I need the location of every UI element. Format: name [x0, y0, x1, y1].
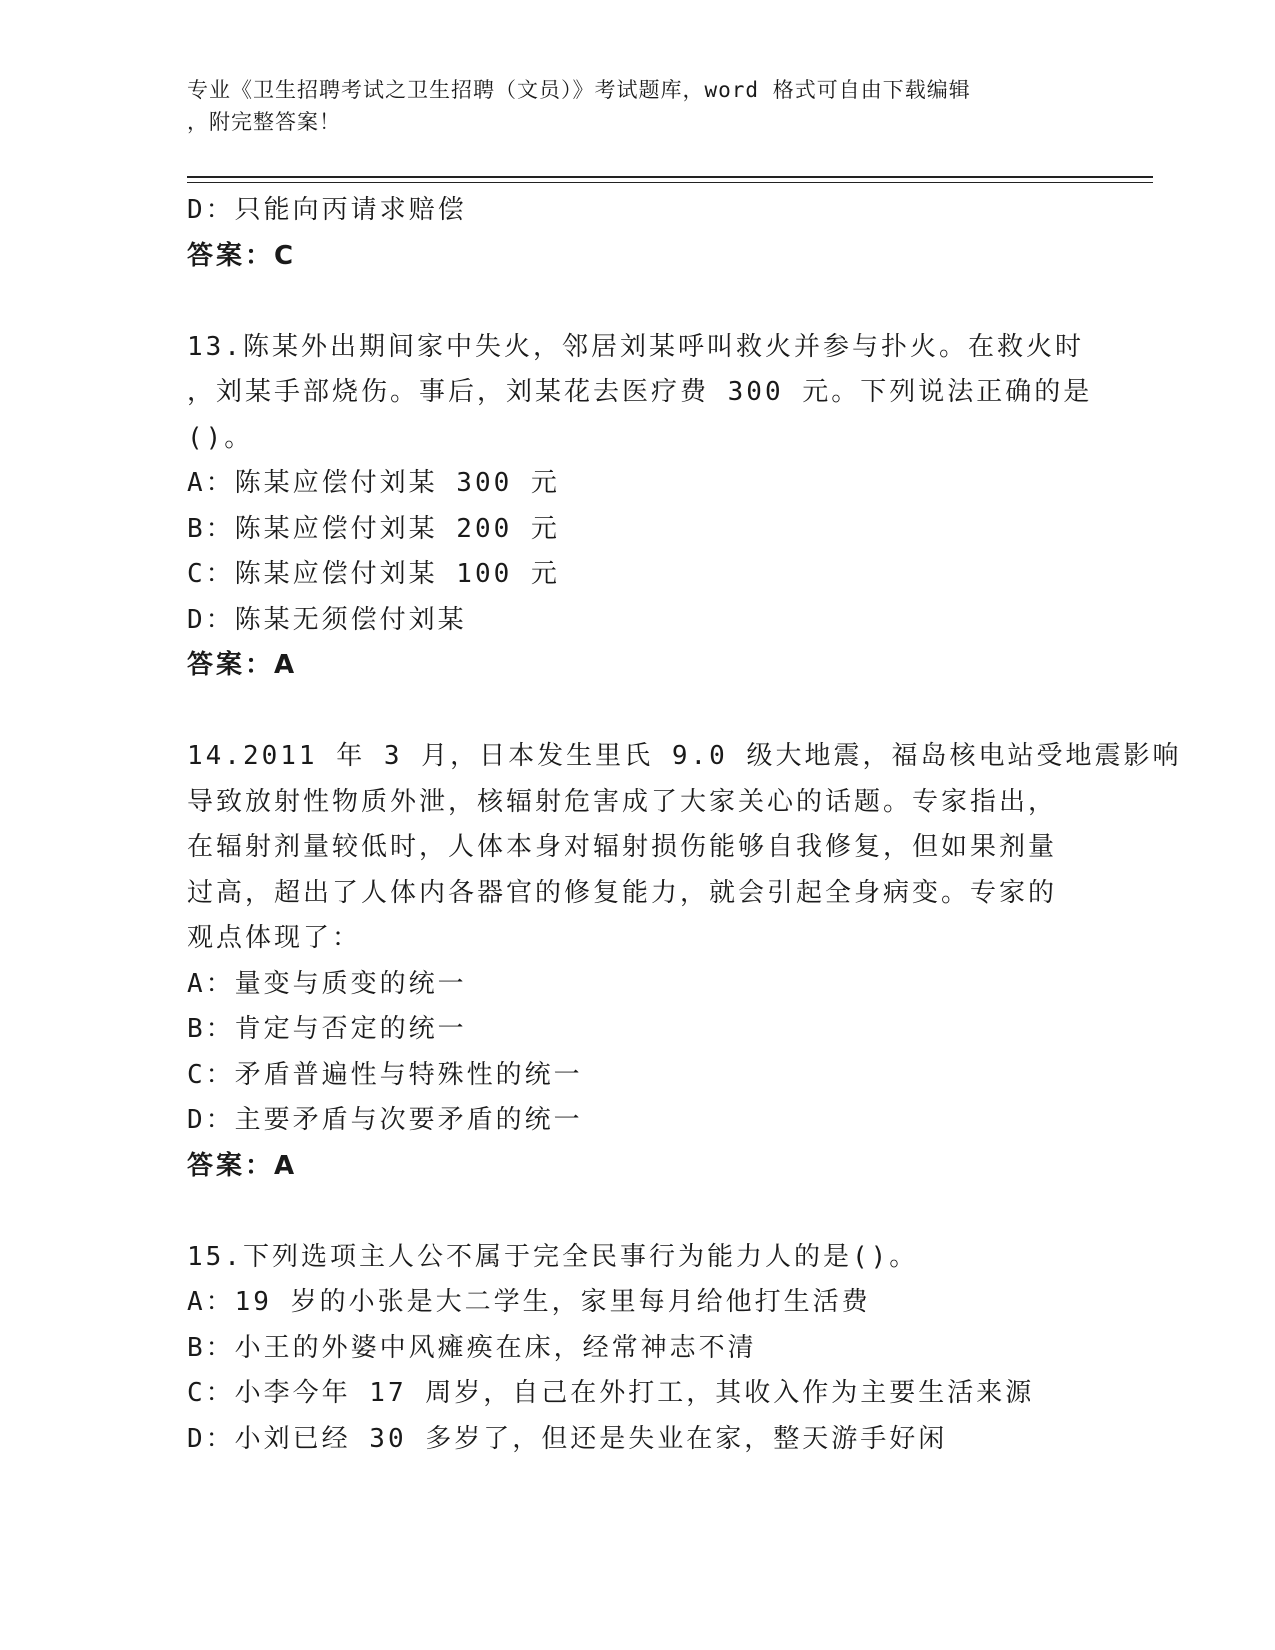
- question-14-option-b: B：肯定与否定的统一: [187, 1014, 467, 1044]
- header-line-1: 专业《卫生招聘考试之卫生招聘（文员）》考试题库，word 格式可自由下载编辑: [187, 78, 971, 102]
- spacer: [187, 689, 1087, 735]
- question-13-option-d: D：陈某无须偿付刘某: [187, 604, 467, 635]
- question-13-line: 13.陈某外出期间家中失火，邻居刘某呼叫救火并参与扑火。在救火时: [187, 331, 1084, 362]
- question-14-answer: 答案：A: [187, 1150, 298, 1181]
- header-line-2: ，附完整答案！: [187, 110, 341, 134]
- question-15: [187, 1235, 1087, 1463]
- question-13-line: ()。: [187, 422, 254, 453]
- question-14-line: 14.2011 年 3 月，日本发生里氏 9.0 级大地震，福岛核电站受地震影响: [187, 741, 1182, 771]
- prev-answer: 答案：C: [187, 240, 297, 271]
- header-rule-thick: [187, 176, 1153, 178]
- question-13-answer: 答案：A: [187, 650, 298, 680]
- question-14-option-a: A：量变与质变的统一: [187, 968, 467, 999]
- question-13-line: ，刘某手部烧伤。事后，刘某花去医疗费 300 元。下列说法正确的是: [187, 377, 1093, 407]
- question-body: [187, 188, 1182, 1462]
- question-14-option-d: D：主要矛盾与次要矛盾的统一: [187, 1105, 583, 1135]
- question-14-line: 过高，超出了人体内各器官的修复能力，就会引起全身病变。专家的: [187, 877, 1058, 908]
- question-15-line: 15.下列选项主人公不属于完全民事行为能力人的是()。: [187, 1241, 919, 1272]
- question-15-option-b: B：小王的外婆中风瘫痪在床，经常神志不清: [187, 1332, 757, 1363]
- question-13-option-a: A：陈某应偿付刘某 300 元: [187, 468, 560, 498]
- question-15-option-d: D：小刘已经 30 多岁了，但还是失业在家，整天游手好闲: [187, 1423, 948, 1454]
- header-rule-thin: [187, 182, 1153, 183]
- question-14-line: 导致放射性物质外泄，核辐射危害成了大家关心的话题。专家指出，: [187, 786, 1058, 817]
- prev-option-d: D：只能向丙请求赔偿: [187, 195, 467, 225]
- page-header: [187, 74, 1087, 138]
- spacer: [187, 1189, 1087, 1235]
- question-13-option-c: C：陈某应偿付刘某 100 元: [187, 559, 560, 589]
- question-15-option-a: A：19 岁的小张是大二学生，家里每月给他打生活费: [187, 1287, 871, 1317]
- question-14-option-c: C：矛盾普遍性与特殊性的统一: [187, 1059, 583, 1090]
- question-14-line: 在辐射剂量较低时，人体本身对辐射损伤能够自我修复，但如果剂量: [187, 832, 1058, 862]
- question-14: [187, 734, 1182, 1189]
- question-15-option-c: C：小李今年 17 周岁，自己在外打工，其收入作为主要生活来源: [187, 1378, 1035, 1408]
- spacer: [187, 279, 1087, 325]
- question-13-option-b: B：陈某应偿付刘某 200 元: [187, 513, 560, 544]
- question-13: [187, 325, 1093, 689]
- question-14-line: 观点体现了：: [187, 923, 362, 953]
